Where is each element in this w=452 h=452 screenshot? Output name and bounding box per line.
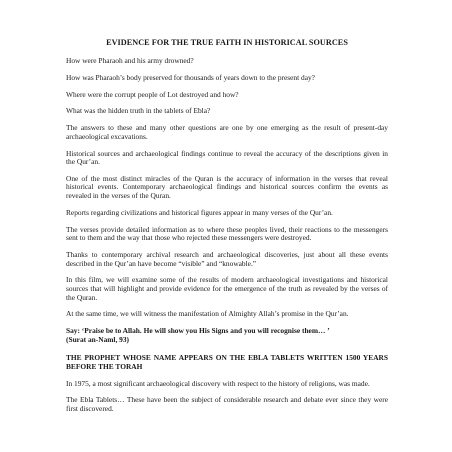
closing-paragraph-2: The Ebla Tablets… These have been the subject of considerable research and debate ever since they were first discovered. [66, 395, 388, 413]
quote-source: (Surat an-Naml, 93) [66, 334, 130, 344]
question-3: Where were the corrupt people of Lot destroyed and how? [66, 89, 239, 99]
paragraph-2: Historical sources and archaeological findings continue to reveal the accuracy of the descriptions given in the Qur’an. [66, 148, 388, 167]
question-2: How was Pharaoh’s body preserved for thousands of years down to the present day? [66, 72, 315, 82]
paragraph-3: One of the most distinct miracles of the Quran is the accuracy of information in the verses that reveal historical events. Contemporary archaeological findings and historical sources confirm the events as revealed in the verses of the Quran. [66, 173, 388, 201]
document-title: EVIDENCE FOR THE TRUE FAITH IN HISTORICAL SOURCES [106, 38, 348, 47]
question-4: What was the hidden truth in the tablets of Ebla? [66, 106, 211, 116]
paragraph-4: Reports regarding civilizations and historical figures appear in many verses of the Qur’an. [66, 207, 333, 217]
paragraph-1: The answers to these and many other questions are one by one emerging as the result of present-day archaeological excavations. [66, 123, 388, 141]
paragraph-5: The verses provide detailed information as to where these peoples lived, their reactions to the messengers sent to them and the way that those who rejected these messengers were destroyed. [66, 224, 388, 243]
question-1: How were Pharaoh and his army drowned? [66, 56, 194, 65]
paragraph-6: Thanks to contemporary archival research and archaeological discoveries, just about all these events described in the Qur’an have become “visible” and “knowable.” [66, 250, 388, 268]
paragraph-8: At the same time, we will witness the manifestation of Almighty Allah’s promise in the Qur’an. [66, 309, 349, 319]
quote-block [66, 327, 388, 344]
section-subheading: THE PROPHET WHOSE NAME APPEARS ON THE EBLA TABLETS WRITTEN 1500 YEARS BEFORE THE TORAH [66, 353, 388, 371]
quote-text: Say: ‘Praise be to Allah. He will show you His Signs and you will recognise them… ’ [66, 326, 330, 336]
closing-paragraph-1: In 1975, a most significant archaeological discovery with respect to the history of religions, was made. [66, 378, 370, 388]
paragraph-7: In this film, we will examine some of the results of modern archaeological investigations and historical sources that will highlight and provide evidence for the emergence of the truth as revealed by the verses of the Quran. [66, 275, 388, 302]
